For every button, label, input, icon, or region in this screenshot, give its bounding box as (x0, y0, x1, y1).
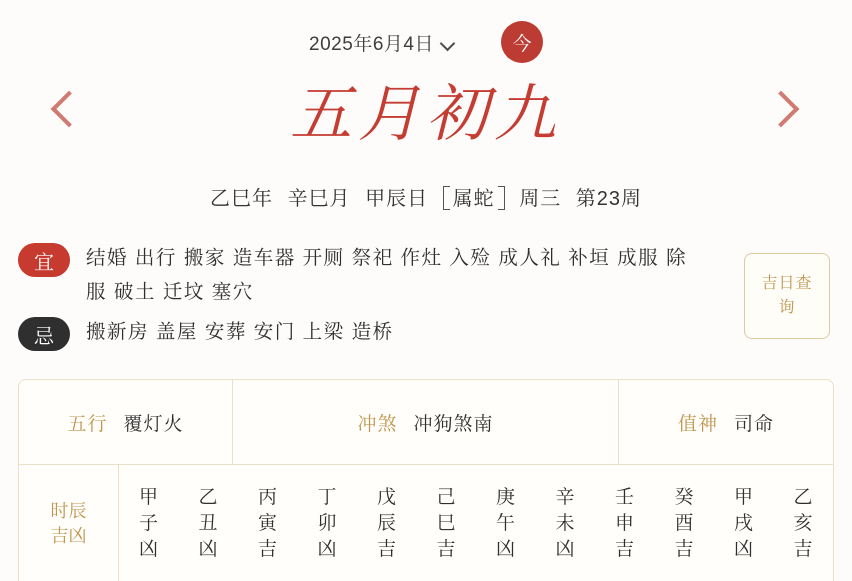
zhishen-cell (619, 380, 833, 464)
hour-cell[interactable] (536, 465, 596, 581)
hour-cell[interactable] (774, 465, 834, 581)
hour-gan: 癸 (674, 486, 694, 508)
hour-fortune: 吉 (376, 538, 397, 560)
wuxing-value: 覆灯火 (123, 413, 184, 435)
hour-zhi: 申 (614, 512, 635, 534)
hour-gan: 乙 (793, 486, 813, 508)
hour-zhi: 子 (138, 512, 159, 534)
hour-cell[interactable] (595, 465, 655, 581)
hour-cell[interactable] (357, 465, 417, 581)
hour-zhi: 午 (495, 512, 516, 534)
hour-zhi: 巳 (436, 512, 456, 534)
today-button[interactable]: 今 (501, 21, 543, 63)
lucky-day-query-button[interactable]: 吉日查询 (744, 253, 830, 339)
prev-day-button[interactable] (48, 88, 88, 128)
hour-gan: 乙 (198, 486, 218, 508)
hour-zhi: 丑 (198, 512, 218, 534)
hour-zhi: 寅 (257, 512, 278, 534)
hour-fortune: 凶 (138, 538, 159, 560)
yiji-section (0, 241, 852, 357)
hour-fortune: 凶 (198, 538, 218, 560)
hour-cell[interactable] (655, 465, 715, 581)
next-day-button[interactable] (764, 88, 804, 128)
hour-gan: 甲 (138, 486, 159, 508)
yi-badge: 宜 (18, 243, 70, 277)
chevron-down-icon[interactable] (441, 37, 455, 51)
hour-gan: 甲 (733, 486, 754, 508)
hour-cell[interactable] (179, 465, 239, 581)
ganzhi-day: 甲辰日 (365, 188, 429, 210)
hours-header-line2: 吉凶 (50, 525, 87, 546)
chongsha-label: 冲煞 (357, 413, 398, 435)
ganzhi-year: 乙巳年 (209, 188, 273, 210)
week-number-label: 第23周 (575, 188, 643, 210)
ganzhi-month: 辛巳月 (287, 188, 351, 210)
zodiac-label: 属蛇 (443, 188, 505, 210)
hour-fortune: 凶 (317, 538, 337, 560)
ji-text: 搬新房 盖屋 安葬 安门 上梁 造桥 (86, 321, 394, 343)
hour-fortune: 吉 (436, 538, 456, 560)
ganzhi-line (0, 182, 852, 211)
hour-cell[interactable] (238, 465, 298, 581)
hour-zhi: 戌 (733, 512, 754, 534)
hour-gan: 庚 (495, 486, 516, 508)
hour-zhi: 酉 (674, 512, 694, 534)
wuxing-label: 五行 (67, 413, 108, 435)
hour-gan: 己 (436, 486, 456, 508)
weekday-label: 周三 (519, 188, 562, 210)
hour-gan: 戊 (376, 486, 397, 508)
hours-list (119, 465, 833, 581)
hour-gan: 丙 (257, 486, 278, 508)
yi-row (18, 241, 744, 309)
hour-cell[interactable] (417, 465, 477, 581)
yiji-content (18, 241, 744, 357)
date-bar (0, 0, 852, 62)
lunar-date-title: 五月初九 (289, 80, 562, 149)
hour-cell[interactable] (476, 465, 536, 581)
hours-row (19, 464, 833, 581)
hour-fortune: 吉 (614, 538, 635, 560)
ji-row (18, 315, 744, 351)
zhishen-label: 值神 (677, 413, 718, 435)
hours-header-line1: 时辰 (50, 500, 87, 521)
wuxing-cell (19, 380, 233, 464)
day-info-table (18, 379, 834, 581)
hour-gan: 辛 (555, 486, 575, 508)
hour-cell[interactable] (714, 465, 774, 581)
date-selector[interactable] (309, 29, 455, 56)
hour-fortune: 凶 (733, 538, 754, 560)
hour-zhi: 未 (555, 512, 575, 534)
lunar-hero (0, 62, 852, 154)
hour-cell[interactable] (119, 465, 179, 581)
chongsha-value: 冲狗煞南 (413, 413, 494, 435)
hour-fortune: 凶 (495, 538, 516, 560)
hour-cell[interactable] (298, 465, 358, 581)
yi-text: 结婚 出行 搬家 造车器 开厕 祭祀 作灶 入殓 成人礼 补垣 成服 除服 破土 迁坟 塞穴 (86, 247, 688, 303)
hour-fortune: 凶 (555, 538, 575, 560)
hour-zhi: 卯 (317, 512, 337, 534)
hour-fortune: 吉 (674, 538, 694, 560)
table-row (19, 380, 833, 464)
ji-badge: 忌 (18, 317, 70, 351)
current-date-label: 2025年6月4日 (309, 33, 434, 55)
hour-gan: 壬 (614, 486, 635, 508)
hour-fortune: 吉 (793, 538, 813, 560)
chongsha-cell (233, 380, 619, 464)
hour-gan: 丁 (317, 486, 337, 508)
hour-fortune: 吉 (257, 538, 278, 560)
hour-zhi: 亥 (793, 512, 813, 534)
hour-zhi: 辰 (376, 512, 397, 534)
zhishen-value: 司命 (734, 413, 775, 435)
hours-header (19, 465, 119, 581)
